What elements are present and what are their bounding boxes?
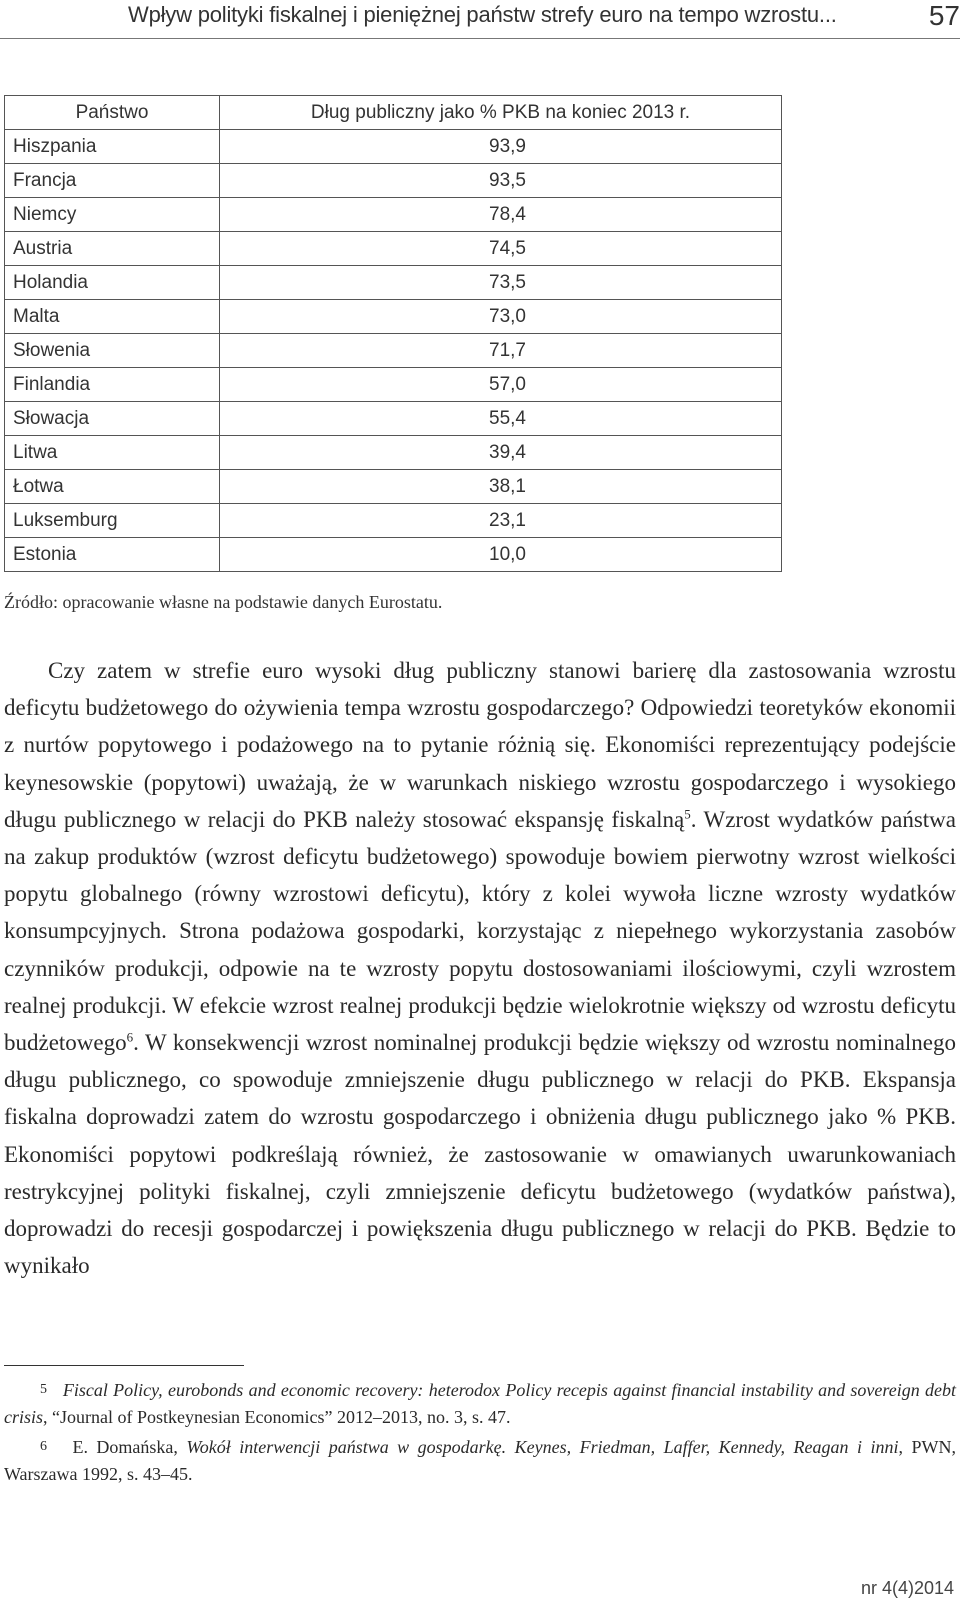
debt-value-cell: 39,4 [220,436,782,470]
table-row [5,300,782,334]
footnote [4,1376,956,1431]
table-row [5,470,782,504]
country-cell: Łotwa [5,470,220,504]
country-cell: Francja [5,164,220,198]
body-text-part-2: . Wzrost wydatków państwa na zakup produktów (wzrost deficytu budżetowego) spowoduje bowiem pierwotny wzrost wielkości popytu globalnego (równy wzrostowi deficytu), który z kolei wywoła liczne wzrosty wydatków konsumpcyjnych. Strona podażowa gospodarki, korzystając z niepełnego wykorzystania zasobów czynników produkcji, odpowie na te wzrosty popytu dostosowaniami ilościowymi, czyli wzrostem realnej produkcji. W efekcie wzrost realnej produkcji będzie wielokrotnie większy od wzrostu deficytu budżetowego [4,806,957,1056]
table-row [5,130,782,164]
table-row [5,164,782,198]
country-cell: Słowenia [5,334,220,368]
issue-number: nr 4(4)2014 [860,1578,954,1598]
debt-value-cell: 55,4 [220,402,782,436]
table-row [5,402,782,436]
debt-value-cell: 10,0 [220,538,782,572]
country-cell: Hiszpania [5,130,220,164]
body-text-part-3: . W konsekwencji wzrost nominalnej produkcji będzie większy od wzrostu nominalnego długu publicznego, co spowoduje zmniejszenie długu publicznego w relacji do PKB. Ekspansja fiskalna doprowadzi zatem do wzrostu gospodarczego i obniżenia długu publicznego jako % PKB. Ekonomiści popytowi podkreślają również, że zastosowanie w omawianych uwarunkowaniach restrykcyjnej polityki fiskalnej, czyli zmniejszenie deficytu budżetowego (wydatków państwa), doprowadzi do recesji gospodarczej i powiększenia długu publicznego w relacji do PKB. Będzie to wynikało [4,1030,956,1279]
debt-value-cell: 93,9 [220,130,782,164]
debt-value-cell: 71,7 [220,334,782,368]
running-header [0,0,960,39]
country-cell: Finlandia [5,368,220,402]
page-number: 57 [928,0,960,31]
column-header-debt: Dług publiczny jako % PKB na koniec 2013 r. [220,96,782,130]
table-source-note: Źródło: opracowanie własne na podstawie danych Eurostatu. [4,592,443,612]
footnote-ref-6: 6 [126,1029,134,1045]
table-row [5,232,782,266]
table-header-row [5,96,782,130]
table-row [5,538,782,572]
debt-value-cell: 78,4 [220,198,782,232]
footnote-author: E. Domańska, [72,1437,187,1457]
table-row [5,504,782,538]
footnote-italic-title: Wokół interwencji państwa w gospodarkę. Keynes, Friedman, Laffer, Kennedy, Reagan i inni [186,1437,899,1457]
footnote-text: , “Journal of Postkeynesian Economics” 2012–2013, no. 3, s. 47. [43,1407,511,1427]
country-cell: Niemcy [5,198,220,232]
country-cell: Malta [5,300,220,334]
footnote-divider [4,1365,244,1366]
table-row [5,198,782,232]
table-row [5,368,782,402]
country-cell: Słowacja [5,402,220,436]
debt-value-cell: 73,0 [220,300,782,334]
country-cell: Luksemburg [5,504,220,538]
table-row [5,334,782,368]
country-cell: Estonia [5,538,220,572]
footnote-italic-title: Fiscal Policy, eurobonds and economic recovery: heterodox Policy recepis against financial instability and sovereign debt crisis [4,1380,956,1427]
footnote-text: , PWN, Warszawa 1992, s. 43–45. [4,1437,956,1484]
body-paragraph [4,652,956,1284]
debt-value-cell: 93,5 [220,164,782,198]
debt-value-cell: 73,5 [220,266,782,300]
debt-value-cell: 38,1 [220,470,782,504]
body-text [4,652,956,1284]
body-text-part-1: Czy zatem w strefie euro wysoki dług publiczny stanowi barierę dla zastosowania wzrostu deficytu budżetowego do ożywienia tempa wzrostu gospodarczego? Odpowiedzi teoretyków ekonomii z nurtów popytowego i podażowego na to pytanie różnią się. Ekonomiści reprezentujący podejście keynesowskie (popytowi) uważają, że w warunkach niskiego wzrostu gospodarczego i wysokiego długu publicznego w relacji do PKB należy stosować ekspansję fiskalną [4,658,956,832]
column-header-country: Państwo [5,96,220,130]
country-cell: Austria [5,232,220,266]
footnote-number: 6 [40,1439,47,1454]
country-cell: Litwa [5,436,220,470]
footnote [4,1433,956,1488]
footnotes [4,1376,956,1490]
debt-value-cell: 57,0 [220,368,782,402]
debt-value-cell: 74,5 [220,232,782,266]
table-row [5,266,782,300]
table-row [5,436,782,470]
footnote-ref-5: 5 [684,806,691,822]
debt-value-cell: 23,1 [220,504,782,538]
public-debt-table [4,95,782,572]
country-cell: Holandia [5,266,220,300]
running-title: Wpływ polityki fiskalnej i pieniężnej państw strefy euro na tempo wzrostu... [128,2,837,27]
footnote-number: 5 [40,1382,47,1397]
